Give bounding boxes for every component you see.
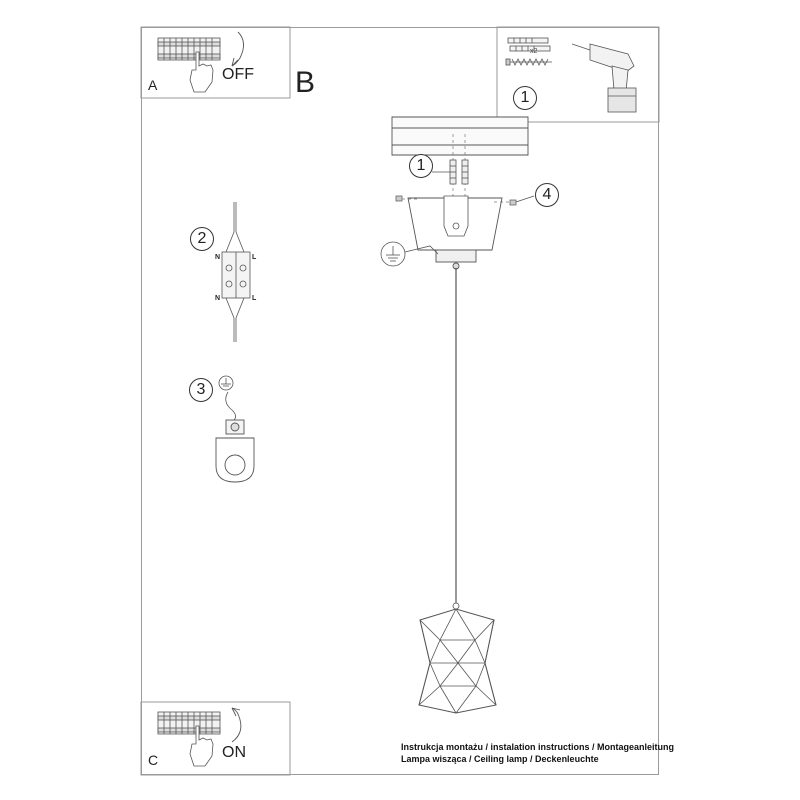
screw-icon <box>506 59 552 65</box>
ceiling-plate-icon <box>392 117 528 155</box>
ground-symbol-icon <box>219 376 233 390</box>
ground-symbol-icon <box>381 242 405 266</box>
breaker-panel-icon <box>158 712 220 734</box>
curved-arrow-icon <box>232 708 241 742</box>
panel-b-label: B <box>295 66 316 99</box>
wire-n-top: N <box>215 254 221 261</box>
ground-clip-icon <box>216 420 254 482</box>
step-3-ground-badge: 3 <box>189 378 213 402</box>
mounting-bracket-icon <box>444 196 468 236</box>
footer-product: Lampa wisząca / Ceiling lamp / Deckenleuchte <box>401 754 599 764</box>
wire-l-bottom: L <box>252 295 257 302</box>
wire-n-bottom: N <box>215 295 221 302</box>
footer-instructions: Instrukcja montażu / instalation instructions / Montageanleitung <box>401 742 675 752</box>
wall-plug-icon <box>508 38 550 51</box>
panel-a-label: A <box>148 77 158 93</box>
kit-quantity: x2 <box>530 48 538 55</box>
wall-plug-icon <box>450 160 468 184</box>
terminal-block-icon <box>222 202 250 342</box>
curved-arrow-icon <box>232 32 244 66</box>
panel-c-action: ON <box>222 744 246 761</box>
step-2-wiring-badge: 2 <box>190 227 214 251</box>
panel-c-label: C <box>148 752 159 768</box>
drill-icon <box>572 44 636 112</box>
panel-a-action: OFF <box>222 66 254 83</box>
breaker-panel-icon <box>158 38 220 60</box>
cable-grip <box>453 603 459 609</box>
wire-l-top: L <box>252 254 257 261</box>
leader-line-4 <box>516 196 534 202</box>
step-1-anchors-badge: 1 <box>409 154 433 178</box>
step-1-tools-badge: 1 <box>513 86 537 110</box>
step-4-screw-badge: 4 <box>535 183 559 207</box>
ground-wire <box>226 392 236 420</box>
pendant-shade-icon <box>419 609 496 713</box>
